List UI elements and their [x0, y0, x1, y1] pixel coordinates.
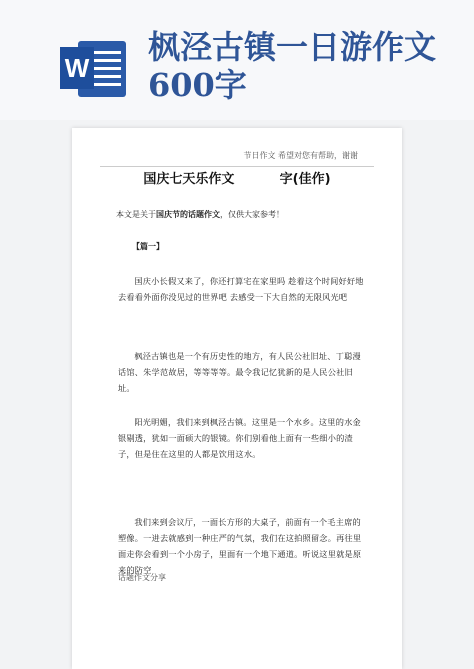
article-title: 国庆七天乐作文 字(佳作) — [143, 172, 331, 187]
word-icon — [60, 35, 128, 103]
footer-note: 话题作文分享 — [118, 573, 166, 582]
word-icon-letter: W — [60, 47, 94, 89]
document-page — [72, 128, 402, 669]
paragraph-3: 阳光明媚，我们来到枫泾古镇。这里是一个水乡。这里的水金银剔透，犹如一面硕大的银镜。你们别看他上面有一些细小的渣子，但是住在这里的人都是饮用这水。 — [118, 417, 361, 459]
section-mark: 【篇一】 — [132, 242, 164, 251]
header-divider — [100, 166, 374, 167]
intro-prefix: 本文是关于 — [116, 210, 156, 219]
intro-suffix: ，仅供大家参考！ — [220, 210, 284, 219]
paragraph-4: 我们来到会议厅，一面长方形的大桌子，前面有一个毛主席的塑像。一进去就感到一种庄严的气氛，我们在这拍照留念。再往里面走你会看到一个小房子，里面有一个地下通道。听说这里就是原来的防空 — [118, 517, 362, 575]
paragraph-1: 国庆小长假又来了，你还打算宅在家里吗 趁着这个时间好好地去看看外面你没见过的世界吧 去感受一下大自然的无限风光吧 — [118, 276, 364, 302]
header-note: 节日作文 希望对您有帮助，谢谢 — [243, 151, 358, 160]
intro-bold: 国庆节的话题作文 — [156, 210, 220, 219]
banner — [0, 0, 474, 120]
paragraph-2: 枫泾古镇也是一个有历史性的地方，有人民公社旧址、丁聪漫话馆、朱学范故居，等等等等。最令我记忆犹新的是人民公社旧址。 — [118, 351, 361, 393]
word-icon-lines — [93, 51, 121, 91]
intro-line — [116, 209, 284, 220]
document-title: 枫泾古镇一日游作文600字 — [148, 28, 437, 104]
